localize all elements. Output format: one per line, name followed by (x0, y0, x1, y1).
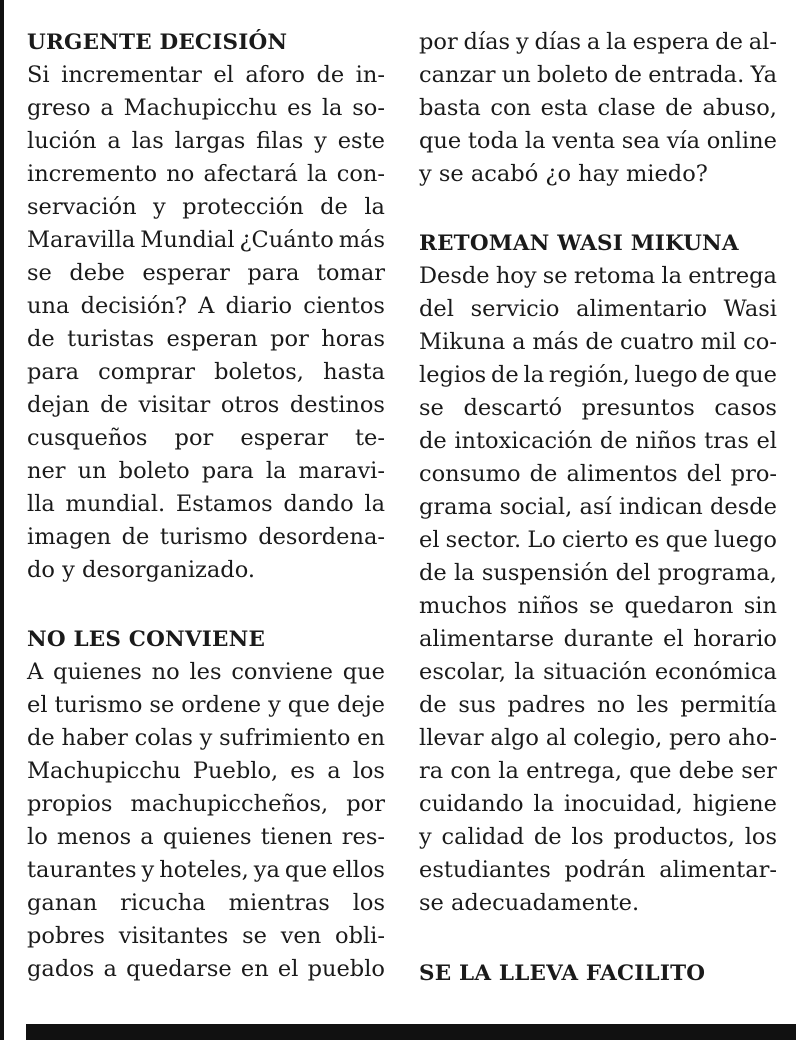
paragraph-line: cusqueños por esperar te- (27, 425, 385, 451)
paragraph-line: pobres visitantes se ven obli- (27, 923, 385, 949)
paragraph-line: para comprar boletos, hasta (27, 359, 385, 385)
paragraph-line: legios de la región, luego de que (419, 362, 777, 388)
paragraph-line: incremento no afectará la con- (27, 161, 385, 187)
paragraph-line: estudiantes podrán alimentar- (419, 857, 777, 883)
paragraph-line: Si incrementar el aforo de in- (27, 62, 385, 88)
paragraph-line: grama social, así indican desde (419, 494, 777, 520)
paragraph-line: y calidad de los productos, los (419, 824, 777, 850)
paragraph-line: Mikuna a más de cuatro mil co- (419, 329, 777, 355)
paragraph-line: alimentarse durante el horario (419, 626, 777, 652)
paragraph-line: propios machupiccheños, por (27, 791, 385, 817)
paragraph-line: llevar algo al colegio, pero aho- (419, 725, 777, 751)
paragraph-line: escolar, la situación económica (419, 659, 777, 685)
paragraph-line: cuidando la inocuidad, higiene (419, 791, 777, 817)
paragraph-line: consumo de alimentos del pro- (419, 461, 777, 487)
paragraph-line: lla mundial. Estamos dando la (27, 491, 385, 517)
paragraph-line: Machupicchu Pueblo, es a los (27, 758, 385, 784)
heading-retoman-wasi-mikuna: RETOMAN WASI MIKUNA (419, 231, 739, 256)
paragraph-line: de haber colas y sufrimiento en (27, 725, 385, 751)
paragraph-line: lo menos a quienes tienen res- (27, 824, 385, 850)
paragraph-line: ner un boleto para la maravi- (27, 458, 385, 484)
paragraph-line: taurantes y hoteles, ya que ellos (27, 857, 385, 883)
paragraph-line: y se acabó ¿o hay miedo? (419, 161, 708, 187)
paragraph-line: greso a Machupicchu es la so- (27, 95, 385, 121)
paragraph-line: muchos niños se quedaron sin (419, 593, 777, 619)
paragraph-line: Desde hoy se retoma la entrega (419, 263, 777, 289)
paragraph-line: de sus padres no les permitía (419, 692, 777, 718)
paragraph-line: se debe esperar para tomar (27, 260, 385, 286)
footer-rule (26, 1024, 796, 1040)
paragraph-line: de intoxicación de niños tras el (419, 428, 777, 454)
paragraph-line: basta con esta clase de abuso, (419, 95, 777, 121)
paragraph-line: imagen de turismo desordena- (27, 524, 385, 550)
column-rule-left (0, 0, 4, 1040)
paragraph-line: ganan ricucha mientras los (27, 890, 385, 916)
paragraph-line: se adecuadamente. (419, 890, 640, 916)
paragraph-line: por días y días a la espera de al- (419, 29, 777, 55)
paragraph-line: se descartó presuntos casos (419, 395, 777, 421)
paragraph-line: lución a las largas filas y este (27, 128, 385, 154)
paragraph-line: ra con la entrega, que debe ser (419, 758, 777, 784)
paragraph-line: canzar un boleto de entrada. Ya (419, 62, 777, 88)
paragraph-line: do y desorganizado. (27, 557, 256, 583)
paragraph-line: de turistas esperan por horas (27, 326, 385, 352)
heading-urgente-decision: URGENTE DECISIÓN (27, 30, 288, 55)
heading-se-la-lleva-facilito: SE LA LLEVA FACILITO (419, 961, 706, 986)
paragraph-line: A quienes no les conviene que (27, 659, 385, 685)
paragraph-line: que toda la venta sea vía online (419, 128, 777, 154)
heading-no-les-conviene: NO LES CONVIENE (27, 627, 266, 652)
paragraph-line: Maravilla Mundial ¿Cuánto más (27, 227, 385, 253)
paragraph-line: dejan de visitar otros destinos (27, 392, 385, 418)
paragraph-line: del servicio alimentario Wasi (419, 296, 777, 322)
paragraph-line: de la suspensión del programa, (419, 560, 777, 586)
paragraph-line: una decisión? A diario cientos (27, 293, 385, 319)
paragraph-line: el sector. Lo cierto es que luego (419, 527, 777, 553)
paragraph-line: el turismo se ordene y que deje (27, 692, 385, 718)
paragraph-line: servación y protección de la (27, 194, 385, 220)
paragraph-line: gados a quedarse en el pueblo (27, 956, 385, 982)
